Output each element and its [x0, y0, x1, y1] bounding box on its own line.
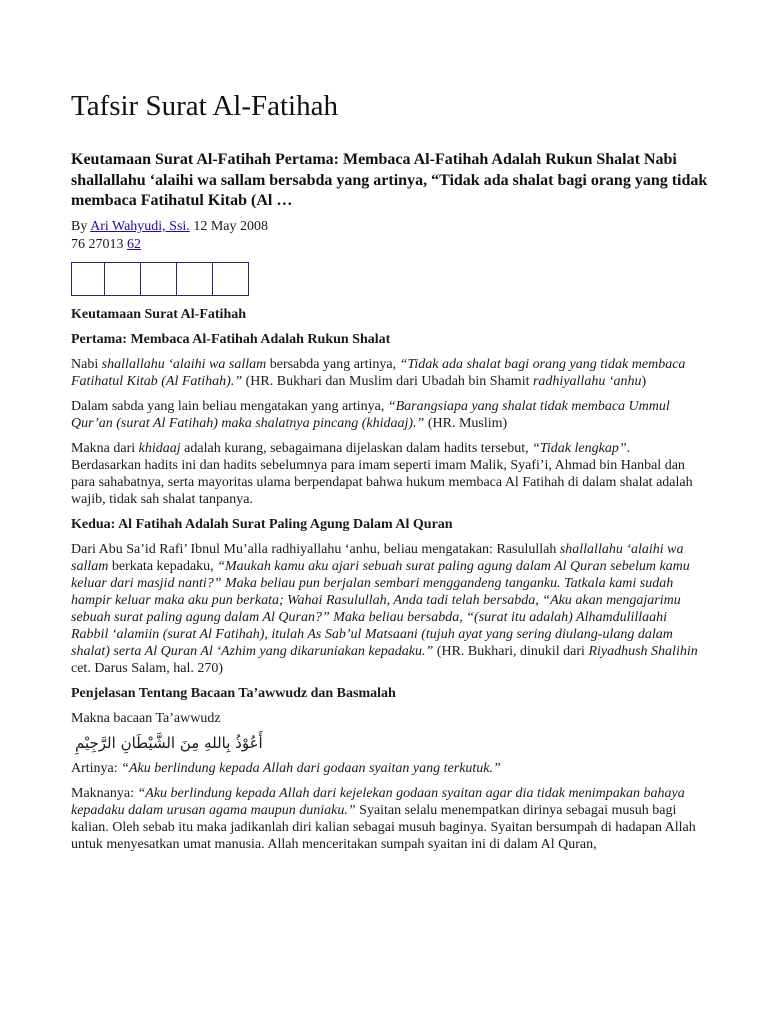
paragraph: Dari Abu Sa’id Rafi’ Ibnul Mu’alla radhiyallahu ‘anhu, beliau mengatakan: Rasulullah shallallahu ‘alaihi wa sallam berkata kepadaku, “Maukah kamu aku ajari sebuah surat paling agung dalam Al Quran sebelum kamu keluar dari masjid nanti?” Maka beliau pun berjalan sembari menggandeng tanganku. Tatkala kami sudah hampir keluar maka aku pun berkata; Wahai Rasulullah, Anda tadi telah bersabda, “Aku akan mengajarimu sebuah surat paling agung dalam Al Quran?” Maka beliau bersabda, “(surat itu adalah) Alhamdulillaahi Rabbil ‘alamiin (surat Al Fatihah), itulah As Sab’ul Matsaani (tujuh ayat yang sering diulang-ulang dalam shalat) serta Al Quran Al ‘Azhim yang dikaruniakan kepadaku.” (HR. Bukhari, dinukil dari Riyadhush Shalihin cet. Darus Salam, hal. 270) [71, 542, 698, 676]
share-button[interactable] [105, 262, 141, 296]
paragraph: Artinya: “Aku berlindung kepada Allah dari godaan syaitan yang terkutuk.” [71, 761, 501, 776]
article-stats [71, 236, 141, 253]
section-heading: Kedua: Al Fatihah Adalah Surat Paling Agung Dalam Al Quran [71, 517, 453, 532]
author-link[interactable]: Ari Wahyudi, Ssi. [90, 219, 190, 234]
by-label: By [71, 219, 88, 234]
share-button[interactable] [71, 262, 105, 296]
paragraph: Makna bacaan Ta’awwudz [71, 711, 221, 726]
paragraph: Makna dari khidaaj adalah kurang, sebagaimana dijelaskan dalam hadits tersebut, “Tidak lengkap”. Berdasarkan hadits ini dan hadits sebelumnya para imam seperti imam Malik, Syafi’i, Ahmad bin Hanbal dan para sahabatnya, serta mayoritas ulama berpendapat bahwa hukum membaca Al Fatihah di dalam shalat adalah wajib, tidak sah shalat tanpanya. [71, 441, 693, 507]
share-button[interactable] [213, 262, 249, 296]
section-heading: Keutamaan Surat Al-Fatihah [71, 307, 247, 322]
publish-date: 12 May 2008 [193, 219, 268, 234]
section-heading: Pertama: Membaca Al-Fatihah Adalah Rukun Shalat [71, 332, 391, 347]
paragraph: Maknanya: “Aku berlindung kepada Allah dari kejelekan godaan syaitan agar dia tidak menimpakan bahaya kepadaku dalam urusan agama maupun duniaku.” Syaitan selalu menempatkan dirinya sebagai musuh bagi kalian. Oleh sebab itu maka jadikanlah diri kalian sebagai musuh baginya. Syaitan bersumpah di hadapan Allah untuk menyesatkan umat manusia. Allah menceritakan sumpah syaitan ini di dalam Al Quran, [71, 786, 696, 852]
share-button-row [71, 262, 249, 296]
byline [71, 218, 711, 235]
paragraph: Nabi shallallahu ‘alaihi wa sallam bersabda yang artinya, “Tidak ada shalat bagi orang yang tidak membaca Fatihatul Kitab (Al Fatihah).” (HR. Bukhari dan Muslim dari Ubadah bin Shamit radhiyallahu ‘anhu) [71, 357, 686, 389]
share-button[interactable] [141, 262, 177, 296]
arabic-text: أَعُوْذُ بِاللهِ مِنَ الشَّيْطَانِ الرَّجِيْمِ [75, 734, 263, 752]
article-lead: Keutamaan Surat Al-Fatihah Pertama: Membaca Al-Fatihah Adalah Rukun Shalat Nabi shallallahu ‘alaihi wa sallam bersabda yang artinya, “Tidak ada shalat bagi orang yang tidak membaca Fatihatul Kitab (Al … [71, 151, 708, 209]
article-body [71, 306, 701, 861]
share-button[interactable] [177, 262, 213, 296]
section-heading: Penjelasan Tentang Bacaan Ta’awwudz dan Basmalah [71, 686, 396, 701]
page-title: Tafsir Surat Al-Fatihah [71, 90, 338, 122]
comments-link[interactable]: 62 [127, 237, 141, 252]
stats-text: 76 27013 [71, 237, 124, 252]
paragraph: Dalam sabda yang lain beliau mengatakan yang artinya, “Barangsiapa yang shalat tidak membaca Ummul Qur’an (surat Al Fatihah) maka shalatnya pincang (khidaaj).” (HR. Muslim) [71, 399, 670, 431]
